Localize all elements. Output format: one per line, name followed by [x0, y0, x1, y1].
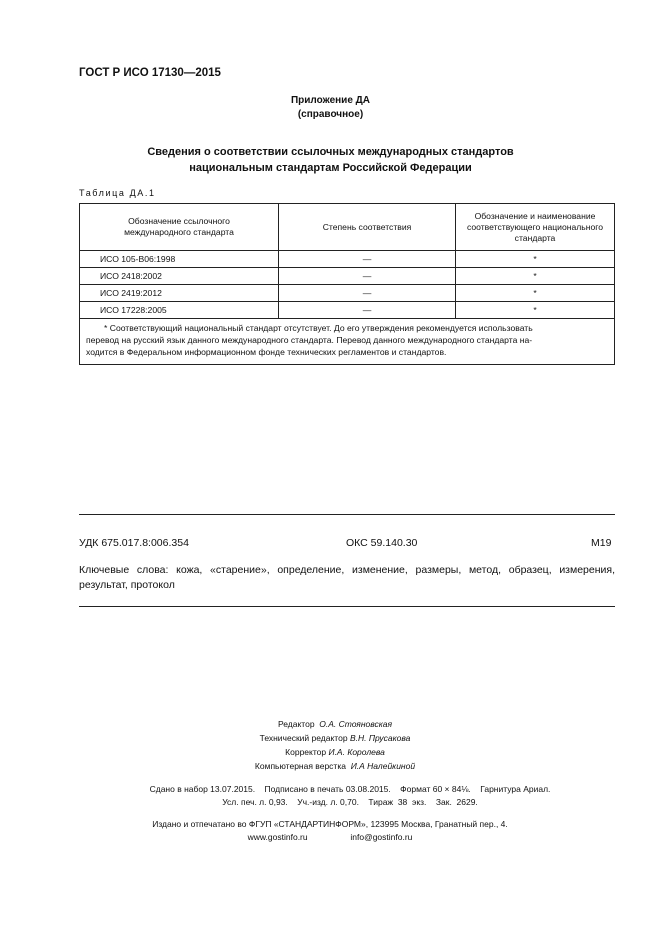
- credit-layout: Компьютерная верстка И.А Налейкиной: [254, 761, 416, 771]
- cell-reference: ИСО 17228:2005: [80, 302, 279, 319]
- table-footnote: * Соответствующий национальный стандарт отсутствует. До его утверждения рекомендуется использовать перевод на русский язык данного международного стандарта. Перевод данного международного стандарта на- ходится в Федеральном информационном фонде технических регламентов и стандартов.: [80, 319, 615, 365]
- correspondence-table: [79, 203, 615, 365]
- cell-reference: ИСО 105-В06:1998: [80, 251, 279, 268]
- table-row: [80, 285, 615, 302]
- table-row: [80, 302, 615, 319]
- cell-degree: —: [279, 285, 456, 302]
- cell-degree: —: [279, 251, 456, 268]
- publisher-info: [80, 818, 580, 844]
- cell-national: *: [456, 285, 615, 302]
- classification-code: М19: [591, 537, 612, 549]
- print-info: [100, 783, 600, 809]
- cell-reference: ИСО 2418:2002: [80, 268, 279, 285]
- cell-national: *: [456, 268, 615, 285]
- divider-bottom: [79, 606, 615, 607]
- appendix-title: Приложение ДА: [290, 95, 371, 106]
- section-heading-line-2: национальным стандартам Российской Федерации: [189, 162, 472, 174]
- document-header: ГОСТ Р ИСО 17130—2015: [79, 67, 221, 79]
- table-caption: Таблица ДА.1: [79, 188, 156, 198]
- udk-code: УДК 675.017.8:006.354: [79, 537, 189, 549]
- table-header-row: [80, 204, 615, 251]
- table-footnote-row: [80, 319, 615, 365]
- header-national-standard: Обозначение и наименование соответствующего национального стандарта: [456, 204, 615, 251]
- table-row: [80, 251, 615, 268]
- credit-proofreader: Корректор И.А. Королева: [285, 747, 385, 757]
- header-reference-standard: Обозначение ссылочного международного стандарта: [80, 204, 279, 251]
- table-row: [80, 268, 615, 285]
- section-heading-line-1: Сведения о соответствии ссылочных международных стандартов: [147, 146, 514, 158]
- divider-top: [79, 514, 615, 515]
- header-degree-of-correspondence: Степень соответствия: [279, 204, 456, 251]
- oks-code: ОКС 59.140.30: [346, 537, 418, 549]
- print-info-line-2: Усл. печ. л. 0,93. Уч.-изд. л. 0,70. Тираж 38 экз. Зак. 2629.: [222, 797, 478, 807]
- credit-tech-editor: Технический редактор В.Н. Прусакова: [259, 733, 411, 743]
- appendix-subtitle: (справочное): [297, 109, 364, 120]
- cell-degree: —: [279, 268, 456, 285]
- print-info-line-1: Сдано в набор 13.07.2015. Подписано в печать 03.08.2015. Формат 60 × 84⅛. Гарнитура Ариал.: [149, 784, 551, 794]
- cell-reference: ИСО 2419:2012: [80, 285, 279, 302]
- cell-national: *: [456, 251, 615, 268]
- publisher-website: www.gostinfo.ru: [247, 832, 308, 842]
- cell-national: *: [456, 302, 615, 319]
- publisher-email: info@gostinfo.ru: [350, 832, 413, 842]
- publisher-line: Издано и отпечатано во ФГУП «СТАНДАРТИНФОРМ», 123995 Москва, Гранатный пер., 4.: [152, 819, 508, 829]
- publisher-contacts: [80, 831, 580, 844]
- credit-editor: Редактор О.А. Стояновская: [277, 719, 393, 729]
- keywords: Ключевые слова: кожа, «старение», определение, изменение, размеры, метод, образец, измерения, результат, протокол: [79, 564, 615, 591]
- cell-degree: —: [279, 302, 456, 319]
- section-heading: [0, 144, 661, 176]
- editorial-credits: [170, 717, 500, 773]
